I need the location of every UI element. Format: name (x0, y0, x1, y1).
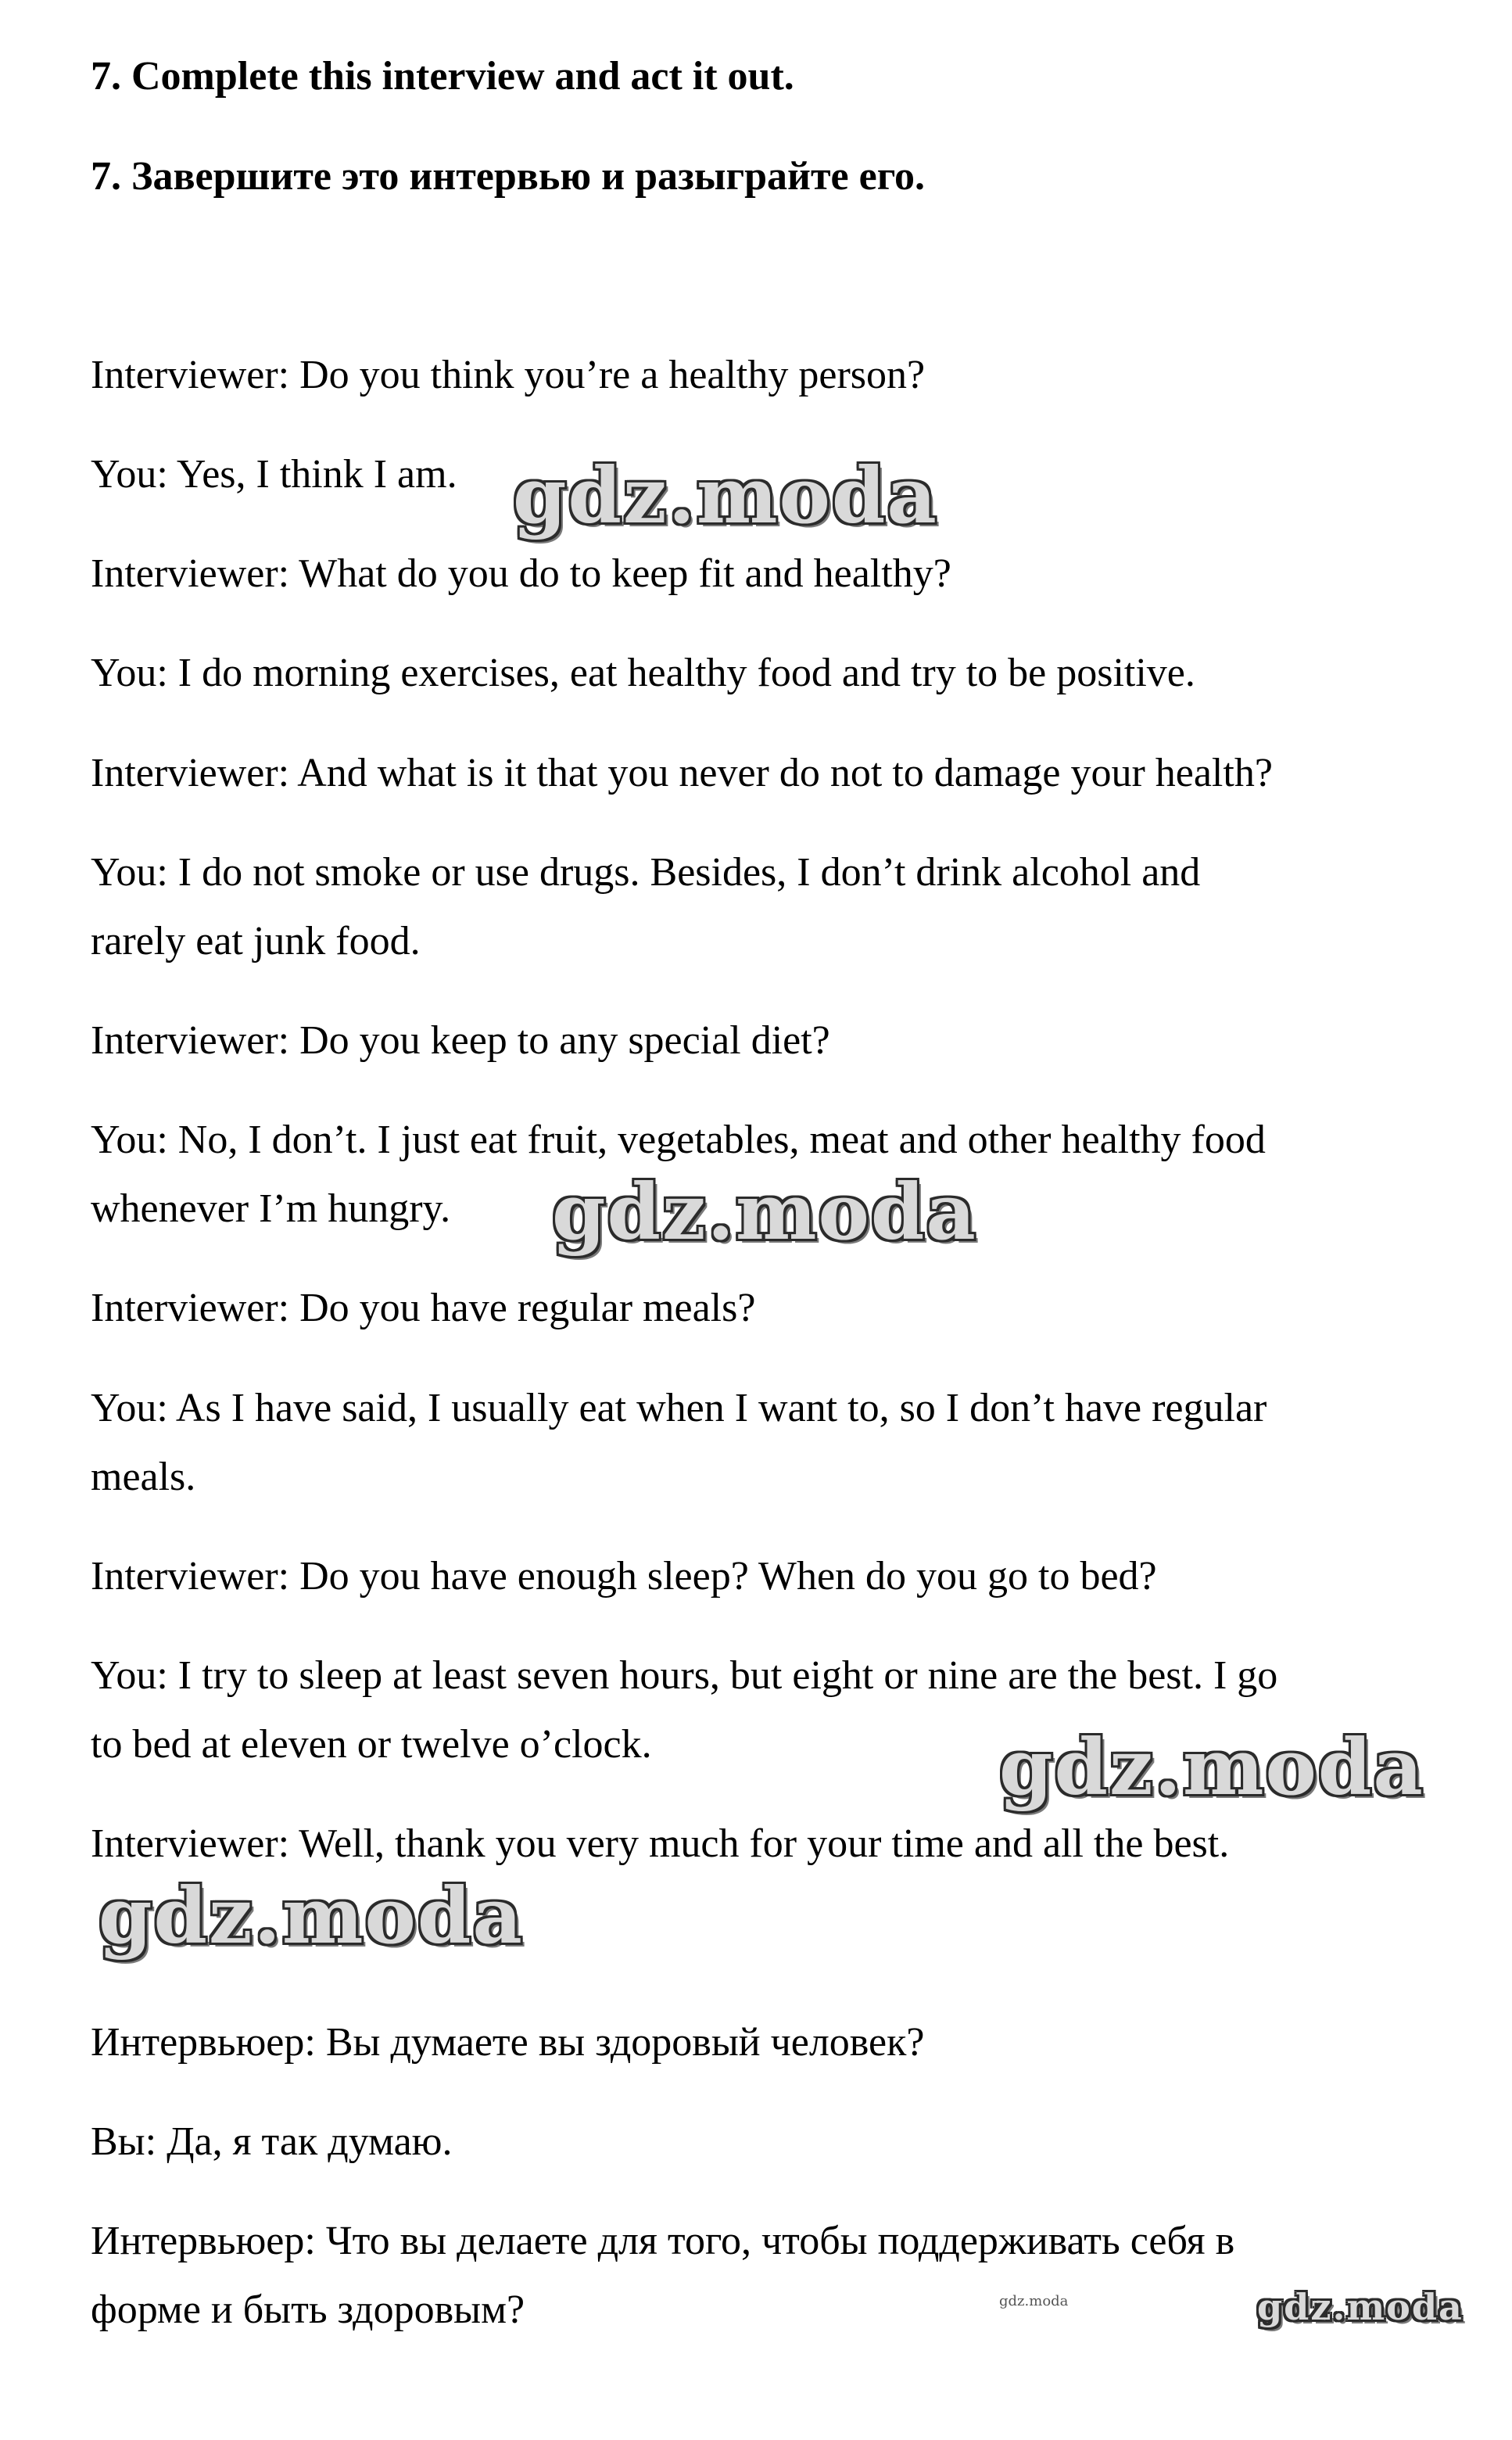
dialogue-line: Interviewer: And what is it that you never do not to damage your health? (91, 751, 1273, 795)
dialogue-line-ru: форме и быть здоровым? (91, 2288, 525, 2332)
dialogue-line: You: I try to sleep at least seven hours, but eight or nine are the best. I go (91, 1653, 1278, 1698)
dialogue-line-ru: Вы: Да, я так думаю. (91, 2119, 453, 2164)
dialogue-line: Interviewer: Do you keep to any special diet? (91, 1018, 830, 1063)
exercise-heading-en: 7. Complete this interview and act it out. (91, 54, 794, 99)
exercise-heading-ru: 7. Завершите это интервью и разыграйте его. (91, 154, 926, 199)
dialogue-line: You: No, I don’t. I just eat fruit, vegetables, meat and other healthy food (91, 1118, 1266, 1162)
dialogue-line: You: Yes, I think I am. (91, 452, 457, 497)
dialogue-line-ru: Интервьюер: Что вы делаете для того, чтобы поддерживать себя в (91, 2219, 1235, 2263)
dialogue-line: Interviewer: Do you have enough sleep? When do you go to bed? (91, 1554, 1157, 1599)
watermark-logo: gdz.moda (513, 451, 938, 541)
watermark-logo: gdz.moda (99, 1871, 524, 1961)
dialogue-line: whenever I’m hungry. (91, 1186, 451, 1231)
watermark-logo-small: gdz.moda (999, 2293, 1069, 2309)
dialogue-line: meals. (91, 1455, 196, 1499)
dialogue-line: to bed at eleven or twelve o’clock. (91, 1722, 652, 1767)
dialogue-line: You: As I have said, I usually eat when I want to, so I don’t have regular (91, 1386, 1267, 1430)
watermark-logo: gdz.moda (999, 1723, 1424, 1813)
dialogue-line-ru: Интервьюер: Вы думаете вы здоровый человек? (91, 2020, 925, 2065)
watermark-logo: gdz.moda (552, 1168, 977, 1258)
dialogue-line: You: I do not smoke or use drugs. Besides, I don’t drink alcohol and (91, 850, 1201, 895)
dialogue-line: Interviewer: Do you have regular meals? (91, 1286, 756, 1330)
dialogue-line: rarely eat junk food. (91, 919, 421, 963)
dialogue-line: Interviewer: Do you think you’re a healthy person? (91, 353, 926, 397)
dialogue-line: You: I do morning exercises, eat healthy food and try to be positive. (91, 651, 1195, 695)
watermark-logo: gdz.moda (1257, 2286, 1464, 2328)
dialogue-line: Interviewer: What do you do to keep fit and healthy? (91, 551, 951, 596)
dialogue-line: Interviewer: Well, thank you very much for your time and all the best. (91, 1821, 1230, 1866)
